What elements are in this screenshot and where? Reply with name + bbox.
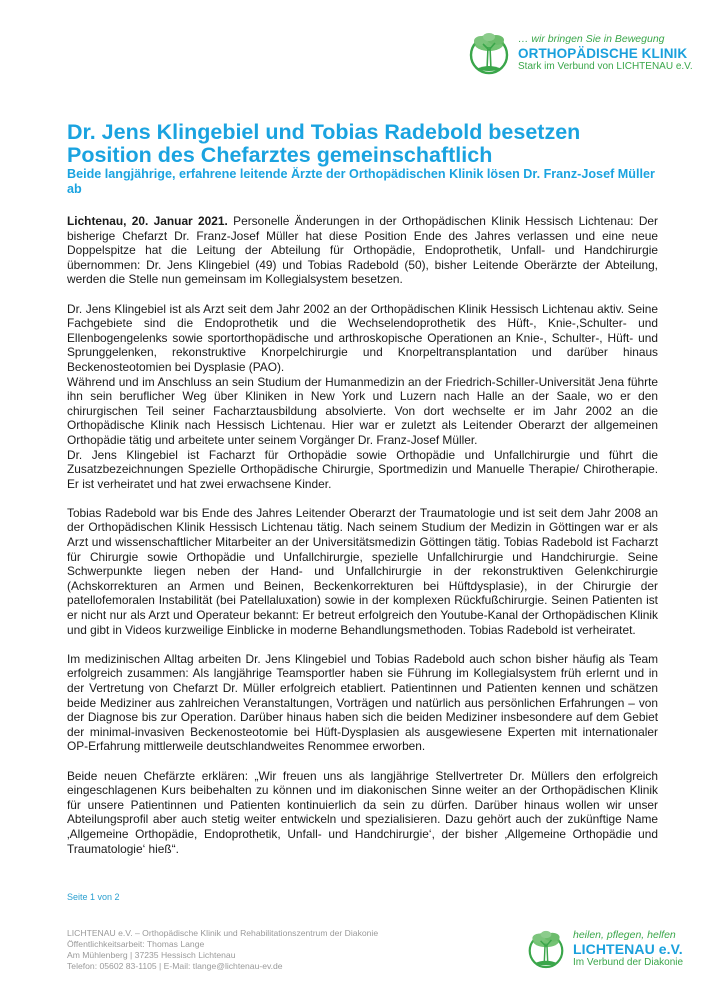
- paragraph-quote: Beide neuen Chefärzte erklären: „Wir freuen uns als langjährige Stellvertreter Dr. Müllers den erfolgreich eingeschlagenen Kurs beibehalten zu können und im diakonischen Sinne weiter an der Orthopädischen Klinik für unsere Patientinnen und Patienten kontinuierlich da sein zu dürfen. Darüber hinaus wollen wir unser Abteilungsprofil aber auch stetig weiter entwickeln und spezialisieren. Dazu gehört auch der zukünftige Name ‚Allgemeine Orthopädie, Endoprothetik, Unfall- und Handchirurgie‘, der bisher ‚Allgemeine Orthopädie und Traumatologie‘ hieß“.: [67, 768, 658, 856]
- tree-logo-icon: [468, 30, 510, 76]
- paragraph-radebold: Tobias Radebold war bis Ende des Jahres Leitender Oberarzt der Traumatologie und ist seit dem Jahr 2008 an der Orthopädischen Klinik Hessisch Lichtenau tätig. Nach seinem Studium der Medizin in Göttingen war er als Arzt und wissenschaftlicher Mitarbeiter an der Universitätsmedizin Göttingen tätig. Tobias Radebold ist Facharzt für Chirurgie sowie Orthopädie und Unfallchirurgie, spezielle Unfallchirurgie und Handchirurgie. Seine Schwerpunkte liegen neben der Hand- und Unfallchirurgie in der rekonstruktiven Gelenkchirurgie (Achskorrekturen an Armen und Beinen, Beckenkorrekturen bei Hüftdysplasie), in der Chirurgie der patellofemoralen Instabilität (bei Patellaluxation) sowie in der komplexen Rückfußchirurgie. Seinen Patienten ist er nicht nur als Arzt und Operateur bekannt: Er betreut erfolgreich den Youtube-Kanal der Orthopädischen Klinik und gibt in Videos kurzweilige Einblicke in moderne Behandlungsmethoden. Tobias Radebold ist verheiratet.: [67, 505, 658, 637]
- tree-logo-icon: [527, 928, 565, 970]
- paragraph-intro: [67, 214, 658, 287]
- header-logo: [468, 30, 693, 76]
- logo-tagline: … wir bringen Sie in Bewegung: [518, 33, 665, 46]
- paragraph-teamwork: Im medizinischen Alltag arbeiten Dr. Jens Klingebiel und Tobias Radebold auch schon bisher häufig als Team erfolgreich zusammen: Als langjährige Teamsportler haben sie Führung im Kollegialsystem früh erlernt und in der Vertretung von Chefarzt Dr. Müller erfolgreich etabliert. Patientinnen und Patienten kennen und schätzen beide Mediziner aus zahlreichen Veranstaltungen, Vorträgen und natürlich aus persönlichen Erfahrungen – von der Diagnose bis zur Operation. Darüber hinaus haben sich die beiden Mediziner insbesondere auf dem Gebiet der minimal-invasiven Beckenosteotomie bei Hüft-Dysplasien als ausgewiesene Experten mit internationaler OP-Erfahrung mittlerweile deutschlandweites Renommee erworben.: [67, 651, 658, 754]
- footer-contact: [67, 928, 378, 972]
- dateline: Lichtenau, 20. Januar 2021.: [67, 214, 228, 228]
- article-body: [67, 214, 658, 856]
- paragraph-klingebiel-fields: Dr. Jens Klingebiel ist als Arzt seit dem Jahr 2002 an der Orthopädischen Klinik Hessisch Lichtenau aktiv. Seine Fachgebiete sind die Endoprothetik und die Wechselendoprothetik des Hüft-, Knie-,Schulter- und Ellenbogengelenks sowie sportorthopädische und arthroskopische Operationen an Knie-, Schulter-, Hüft- und Sprunggelenken, rekonstruktive Knorpelchirurgie und Knorpeltransplantation und darüber hinaus Beckenosteotomien bei Dysplasie (PAO).: [67, 301, 658, 374]
- footer-organization: LICHTENAU e.V. – Orthopädische Klinik und Rehabilitationszentrum der Diakonie: [67, 928, 379, 938]
- footer-logo: [527, 928, 683, 970]
- footer-phone-email: Telefon: 05602 83-1105 | E-Mail: tlange@lichtenau-ev.de: [67, 961, 283, 971]
- footer-logo-tagline: heilen, pflegen, helfen: [573, 929, 676, 942]
- page-subtitle: Beide langjährige, erfahrene leitende Ärzte der Orthopädischen Klinik lösen Dr. Franz-Josef Müller ab: [67, 167, 655, 196]
- paragraph-klingebiel-qualifications: Dr. Jens Klingebiel ist Facharzt für Orthopädie sowie Orthopädie und Unfallchirurgie und führt die Zusatzbezeichnungen Spezielle Orthopädische Chirurgie, Sportmedizin und Manuelle Therapie/ Chirotherapie. Er ist verheiratet und hat zwei erwachsene Kinder.: [67, 447, 658, 491]
- logo-name: ORTHOPÄDISCHE KLINIK: [518, 45, 688, 61]
- headline-block: [67, 121, 667, 196]
- logo-subline: Stark im Verbund von LICHTENAU e.V.: [518, 61, 693, 73]
- intro-text: Personelle Änderungen in der Orthopädischen Klinik Hessisch Lichtenau: Der bisherige Chefarzt Dr. Franz-Josef Müller hat diese Position Ende des Jahres verlassen und eine neue Doppelspitze hat die Leitung der Abteilung für Orthopädie, Endoprothetik, Unfall- und Handchirurgie übernommen: Dr. Jens Klingebiel (49) und Tobias Radebold (50), bisher Leitende Oberärzte der Abteilung, werden die Stelle nun gemeinsam im Kollegialsystem besetzen.: [67, 214, 658, 287]
- footer-address: Am Mühlenberg | 37235 Hessisch Lichtenau: [67, 950, 236, 960]
- footer-logo-name: LICHTENAU e.V.: [573, 941, 683, 958]
- paragraph-klingebiel-career: Während und im Anschluss an sein Studium der Humanmedizin an der Friedrich-Schiller-Universität Jena führte ihn sein beruflicher Weg über Kliniken in New York und Luzern nach Halle an der Saale, wo er den chirurgischen Teil seiner Facharztausbildung absolvierte. Von dort wechselte er im Jahr 2002 an die Orthopädische Klinik nach Hessisch Lichtenau. Hier war er zuletzt als Leitender Oberarzt der allgemeinen Orthopädie tätig und arbeitete unter seinem Vorgänger Dr. Franz-Josef Müller.: [67, 374, 658, 447]
- page-number: Seite 1 von 2: [67, 892, 120, 902]
- page-title: Dr. Jens Klingebiel und Tobias Radebold besetzen Position des Chefarztes gemeinschaftlich: [67, 120, 581, 167]
- footer-press-contact: Öffentlichkeitsarbeit: Thomas Lange: [67, 939, 205, 949]
- footer-logo-subline: Im Verbund der Diakonie: [573, 957, 684, 969]
